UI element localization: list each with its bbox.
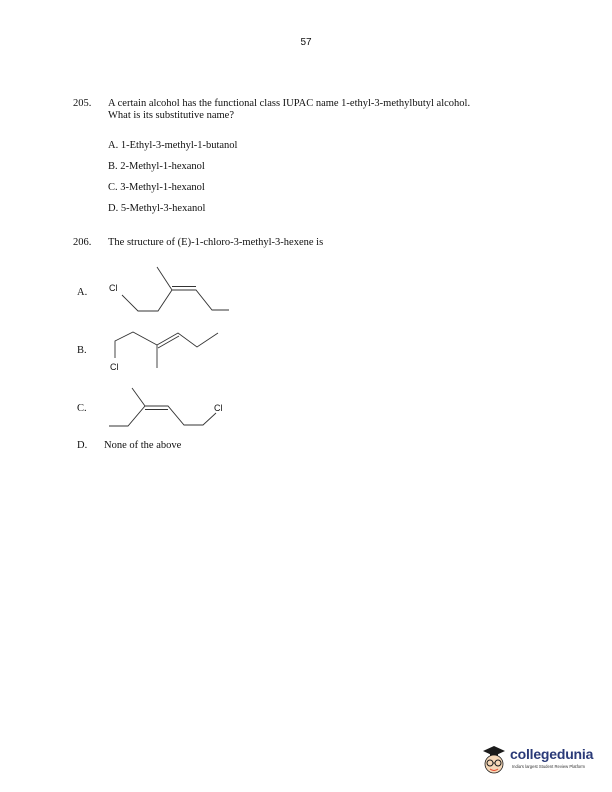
question-206-option-d-text: None of the above xyxy=(104,440,182,451)
question-205-line-2: What is its substitutive name? xyxy=(108,110,234,121)
question-206-option-c-label: C. xyxy=(77,403,87,414)
question-206-option-d-label: D. xyxy=(77,440,88,451)
question-205-option-a: A. 1-Ethyl-3-methyl-1-butanol xyxy=(108,140,238,151)
question-205-option-c: C. 3-Methyl-1-hexanol xyxy=(108,182,205,193)
question-205-option-d: D. 5-Methyl-3-hexanol xyxy=(108,203,206,214)
question-206-option-b-label: B. xyxy=(77,345,87,356)
collegedunia-logo xyxy=(480,742,606,778)
question-206-number: 206. xyxy=(73,237,92,248)
student-mascot-icon xyxy=(480,742,510,778)
question-206-option-a-label: A. xyxy=(77,287,88,298)
question-205-number: 205. xyxy=(73,98,92,109)
question-205-line-1: A certain alcohol has the functional class IUPAC name 1-ethyl-3-methylbutyl alcohol. xyxy=(108,98,471,109)
logo-name: collegedunia xyxy=(510,746,594,762)
chlorine-label-c: Cl xyxy=(214,403,223,413)
question-205-option-b: B. 2-Methyl-1-hexanol xyxy=(108,161,205,172)
page-number: 57 xyxy=(300,37,312,48)
logo-tagline: India's largest Student Review Platform xyxy=(512,764,585,769)
chlorine-label-b: Cl xyxy=(110,362,119,372)
chlorine-label-a: Cl xyxy=(109,283,118,293)
question-206-text: The structure of (E)-1-chloro-3-methyl-3-hexene is xyxy=(108,237,324,248)
